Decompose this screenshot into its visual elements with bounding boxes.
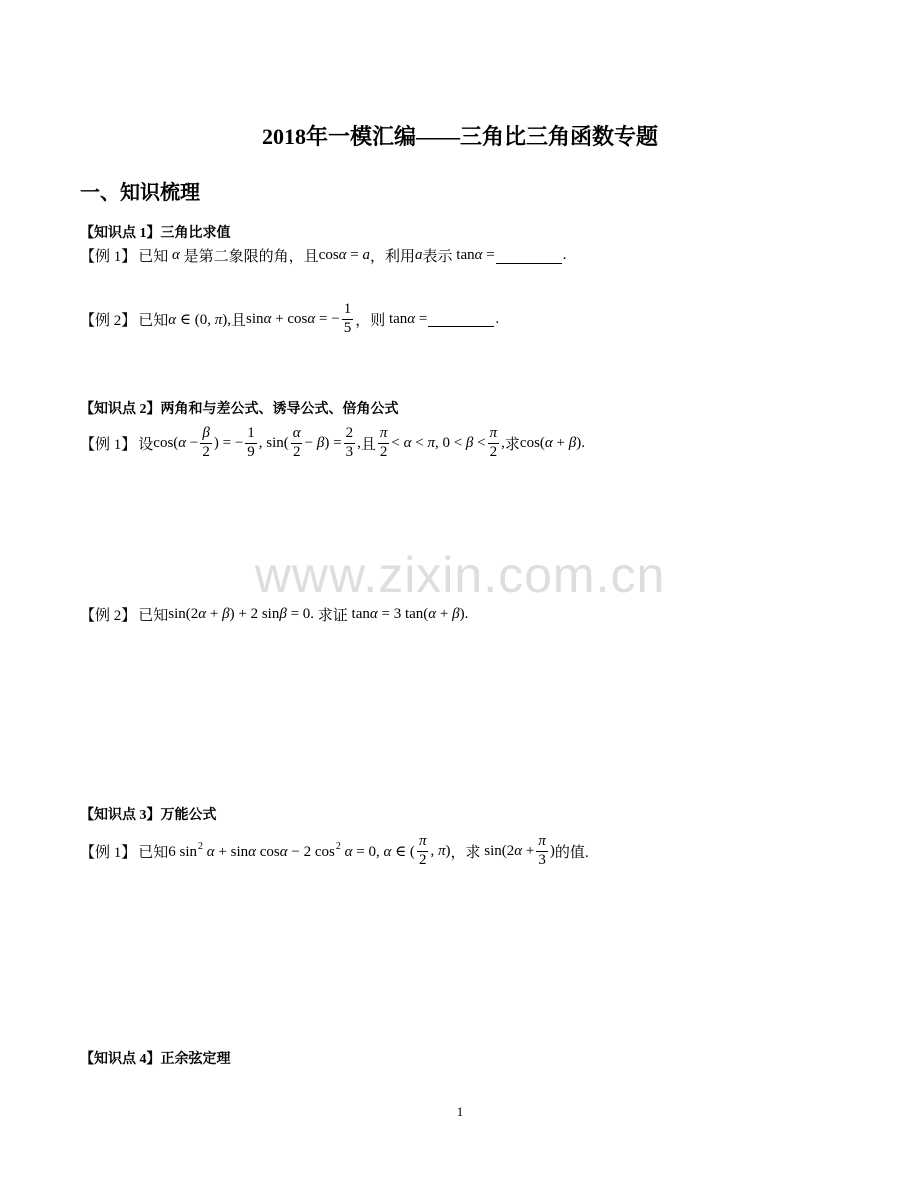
math-cos: cos(α −: [153, 434, 199, 451]
math-eq: ) = −: [213, 434, 244, 451]
math-tan-alpha-eq: tanα =: [385, 310, 428, 327]
math-sin-expr: sin(2α +: [480, 842, 535, 859]
math-equation: 6 $\sin^2 \alpha + \sin\alpha$ cosα − 2 $\cos^2 \alpha = 0$, α ∈ (: [168, 841, 415, 861]
knowledge-point-1-heading: 【知识点 1】三角比求值: [80, 226, 231, 241]
text: 已知: [138, 844, 169, 861]
math-interval-end: , π): [430, 842, 451, 859]
kp2-example-2: [80, 604, 468, 625]
text: 求证: [317, 608, 348, 624]
math-tan-alpha-eq: tanα =: [452, 247, 495, 263]
math-range: < α < π, 0 < β <: [391, 434, 486, 451]
kp3-example-1: 【例 1】 已知 6 $\sin^2 \alpha + \sin\alpha$ cosα − 2 $\cos^2 \alpha = 0$, α ∈ ( $\frac{\pi}{2}$ , π) ，求 sin(2α + $\frac{\pi}{3}$ ) 的值.: [80, 833, 589, 868]
example-label: 【例 2】: [80, 312, 137, 329]
math-sin-plus-cos: sinα + cosα = −: [246, 310, 340, 327]
text: 且: [360, 436, 376, 453]
math-sin: , sin(: [258, 434, 289, 451]
fraction-pi-3: $\frac{\pi}{3}$: [538, 833, 546, 868]
math-cos-alpha-eq-a: cosα = a: [318, 247, 371, 263]
text: 求: [504, 436, 520, 453]
watermark: www.zixin.com.cn: [254, 547, 666, 603]
knowledge-point-2-heading: 【知识点 2】两角和与差公式、诱导公式、倍角公式: [80, 402, 399, 417]
answer-blank: [496, 248, 562, 264]
knowledge-point-3-heading: 【知识点 3】万能公式: [80, 808, 217, 823]
fraction-1-9: $\frac{1}{9}$: [247, 425, 255, 460]
kp1-example-2: 【例 2】 已知 α ∈ (0, π), 且 sinα + cosα = − $\frac{1}{5}$ ，则 tanα = .: [80, 301, 500, 336]
math-equation: sin(2α + β) + 2 sinβ = 0.: [168, 606, 318, 622]
knowledge-point-4-heading: 【知识点 4】正余弦定理: [80, 1052, 231, 1067]
kp1-example-1: 【例 1】 已知 α 是第二象限的角，且 cosα = a ，利用 a 表示 tanα = .: [80, 247, 567, 265]
text: ，求: [450, 844, 481, 861]
example-label: 【例 1】: [80, 436, 137, 453]
text: 设: [138, 436, 154, 453]
page-number: 1: [456, 1104, 464, 1119]
math-alpha-in-0-pi: α ∈ (0, π),: [168, 311, 232, 328]
fraction-pi-2: $\frac{\pi}{2}$: [489, 425, 498, 460]
section-heading: 一、知识梳理: [80, 182, 200, 204]
math-a: a: [415, 247, 423, 263]
fraction-2-3: $\frac{2}{3}$: [345, 425, 354, 460]
text: 的值.: [554, 844, 589, 861]
math-alpha: α: [168, 247, 184, 263]
fraction-beta-2: $\frac{\beta}{2}$: [202, 425, 210, 460]
text: 已知: [138, 312, 169, 329]
fraction-pi-2: $\frac{\pi}{2}$: [379, 425, 388, 460]
kp2-example-1: 【例 1】 设 cos(α − $\frac{\beta}{2}$ ) = − $\frac{1}{9}$ , sin( $\frac{\alpha}{2}$ − β) = $\frac{2}{3}$ , 且 $\frac{\pi}{2}$ < α < π, 0 < β < $\frac{\pi}{2}$ , 求 cos(α + β).: [80, 425, 585, 460]
text: 是第二象限的角，且: [183, 249, 319, 265]
math-cos-sum: cos(α + β).: [519, 434, 585, 451]
text: 已知: [138, 249, 169, 265]
math-identity: tanα = 3 tan(α + β).: [347, 606, 469, 622]
fraction-pi-2: $\frac{\pi}{2}$: [418, 833, 427, 868]
text: 且: [231, 312, 247, 329]
document-title: 2018年一模汇编——三角比三角函数专题: [261, 124, 658, 149]
text: ，利用: [370, 249, 416, 265]
text: ，则: [355, 312, 386, 329]
math-minus-beta: − β) =: [304, 434, 342, 451]
example-label: 【例 1】: [80, 249, 137, 265]
answer-blank: [428, 311, 494, 327]
example-label: 【例 1】: [80, 844, 137, 861]
example-label: 【例 2】: [80, 608, 137, 624]
text: 表示: [422, 249, 453, 265]
fraction-1-5: $\frac{1}{5}$: [343, 301, 352, 336]
text: 已知: [138, 608, 169, 624]
fraction-alpha-2: $\frac{\alpha}{2}$: [292, 425, 301, 460]
